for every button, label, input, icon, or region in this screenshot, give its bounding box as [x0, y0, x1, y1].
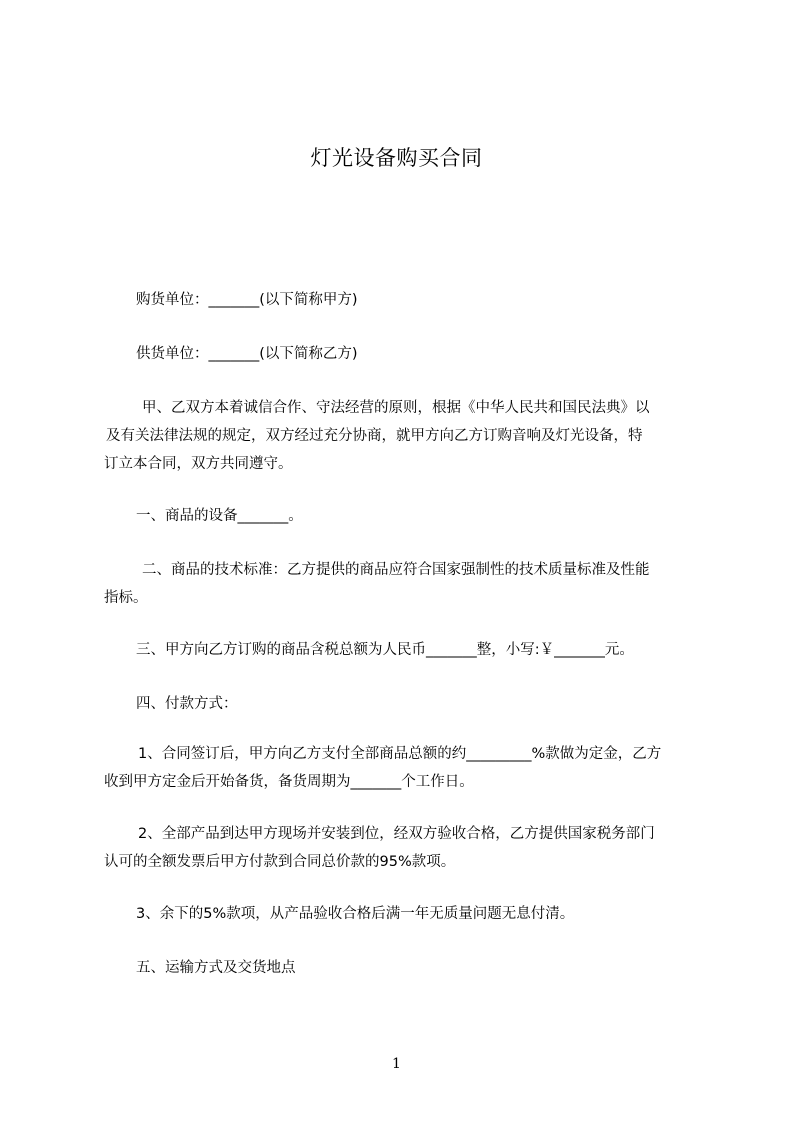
- preamble-line-1: 甲、乙双方本着诚信合作、守法经营的原则，根据《中华人民共和国民法典》以: [142, 400, 650, 416]
- payment-3: 3、余下的5%款项，从产品验收合格后满一年无质量问题无息付清。: [136, 906, 575, 922]
- supplier-line: 供货单位：_______(以下简称乙方): [136, 346, 358, 362]
- payment-2-line-1: 2、全部产品到达甲方现场并安装到位，经双方验收合格，乙方提供国家税务部门: [138, 826, 655, 842]
- buyer-line: 购货单位：_______(以下简称甲方): [136, 292, 358, 308]
- section-2-paragraph: [104, 556, 704, 612]
- section-2-line-1: 二、商品的技术标准：乙方提供的商品应符合国家强制性的技术质量标准及性能: [142, 562, 650, 578]
- preamble-paragraph: [104, 394, 704, 478]
- payment-1-paragraph: [104, 740, 704, 796]
- section-4-heading: 四、付款方式：: [136, 696, 238, 712]
- payment-2-paragraph: [104, 820, 704, 876]
- section-3: 三、甲方向乙方订购的商品含税总额为人民币_______整，小写:￥_______元。: [136, 642, 634, 658]
- page-number: 1: [392, 1056, 401, 1072]
- payment-1-line-1: 1、合同签订后，甲方向乙方支付全部商品总额的约_________%款做为定金，乙方: [138, 746, 662, 762]
- section-1: 一、商品的设备_______。: [136, 508, 303, 524]
- section-2-line-2: 指标。: [104, 590, 148, 606]
- preamble-line-2: 及有关法律法规的规定，双方经过充分协商，就甲方向乙方订购音响及灯光设备，特: [106, 428, 643, 444]
- section-5-heading: 五、运输方式及交货地点: [136, 960, 296, 976]
- preamble-line-3: 订立本合同，双方共同遵守。: [104, 456, 293, 472]
- payment-1-line-2: 收到甲方定金后开始备货，备货周期为_______个工作日。: [104, 774, 474, 790]
- payment-2-line-2: 认可的全额发票后甲方付款到合同总价款的95%款项。: [104, 854, 456, 870]
- document-title: 灯光设备购买合同: [310, 146, 483, 170]
